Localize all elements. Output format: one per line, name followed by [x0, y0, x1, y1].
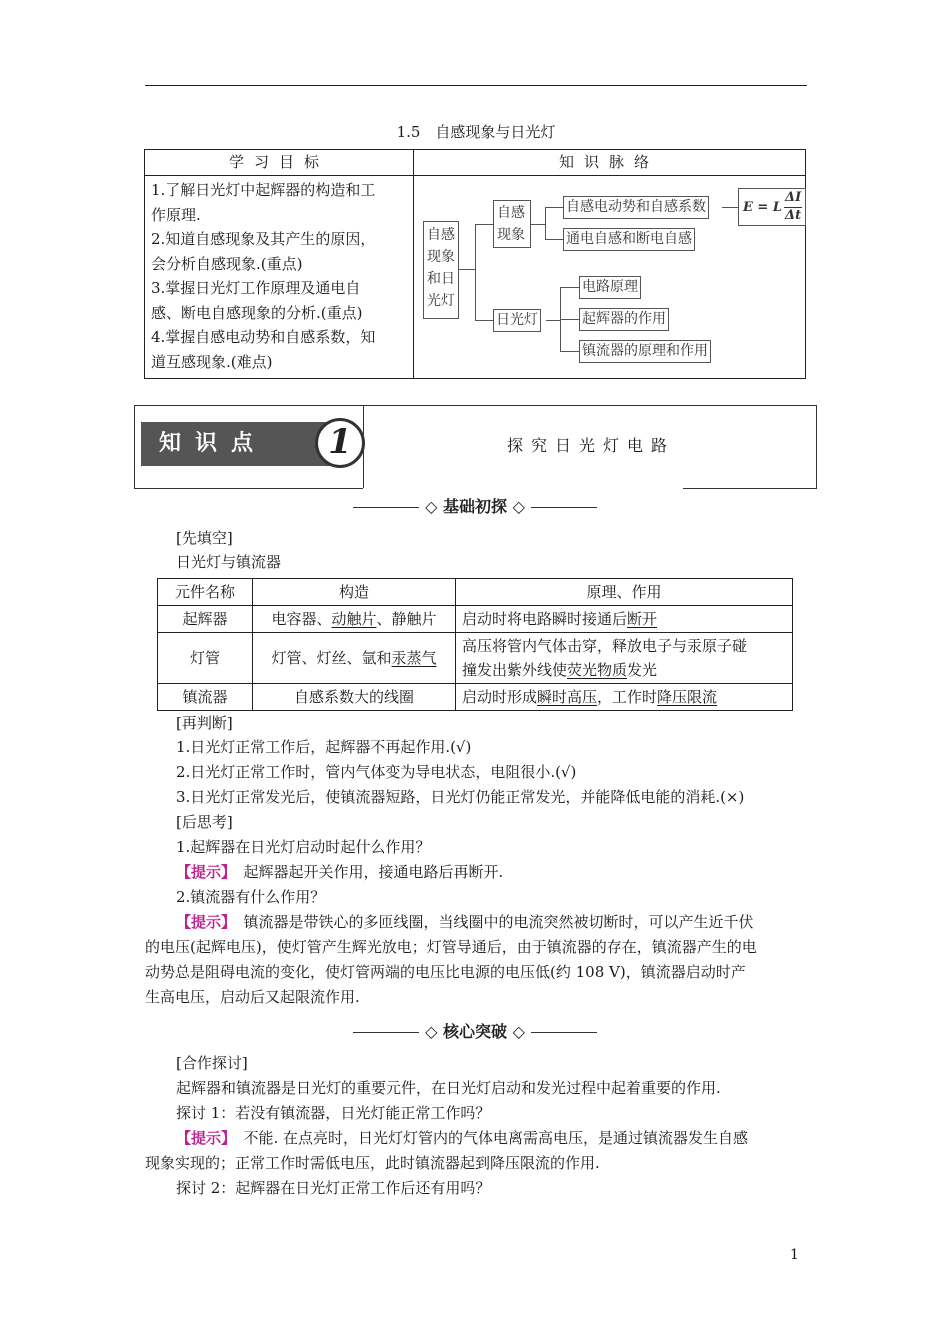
components-table [157, 578, 793, 711]
think-a2-line: 的电压(起辉电压)，使灯管产生辉光放电；灯管导通后，由于镇流器的存在，镇流器产生的电 [145, 938, 757, 956]
judge-label: [再判断] [176, 714, 233, 732]
col-header: 构造 [253, 579, 456, 606]
coop-q1: 探讨 1：若没有镇流器，日光灯能正常工作吗？ [176, 1104, 491, 1122]
objective-line: 会分析自感现象.(重点) [151, 254, 303, 273]
think-a2: 【提示】 镇流器是带铁心的多匝线圈，当线圈中的电流突然被切断时，可以产生近千伏 [176, 913, 754, 931]
objective-line: 道互感现象.(难点) [151, 352, 273, 371]
mindmap-node-circuit: 电路原理 [579, 276, 641, 299]
lesson-title: 1.5 自感现象与日光灯 [396, 123, 556, 141]
table-row: 起辉器 电容器、动触片、静触片 启动时将电路瞬时接通后断开 [158, 606, 793, 633]
hint-label: 【提示】 [176, 863, 229, 881]
hint-label: 【提示】 [176, 913, 229, 931]
mindmap-formula: E = L ΔI Δt [738, 188, 806, 226]
objective-line: 1.了解日光灯中起辉器的构造和工 [151, 181, 376, 199]
page-number: 1 [790, 1247, 799, 1263]
table-row: 灯管 灯管、灯丝、氩和汞蒸气 高压将管内气体击穿，释放电子与汞原子碰 撞发出紫外线使荧光物质发光 [158, 633, 793, 684]
knowledge-point-banner [134, 405, 817, 489]
hint-label: 【提示】 [176, 1129, 229, 1147]
col-header: 元件名称 [158, 579, 253, 606]
coop-intro: 起辉器和镇流器是日光灯的重要元件，在日光灯启动和发光过程中起着重要的作用. [176, 1079, 721, 1097]
coop-q2: 探讨 2：起辉器在日光灯正常工作后还有用吗？ [176, 1179, 491, 1197]
think-q1: 1.起辉器在日光灯启动时起什么作用？ [176, 838, 431, 856]
mindmap-node-self-induction: 自感现象 [493, 200, 531, 248]
knowledge-map-header: 知识脉络 [413, 150, 805, 176]
think-q2: 2.镇流器有什么作用？ [176, 888, 326, 906]
mindmap-node-fluorescent: 日光灯 [493, 309, 541, 332]
knowledge-point-topic: 探究日光灯电路 [506, 436, 675, 455]
objective-line: 感、断电自感现象的分析.(重点) [151, 303, 363, 322]
fill-subtitle: 日光灯与镇流器 [176, 553, 282, 571]
section-core: ◇ 核心突破 ◇ [0, 1019, 950, 1042]
mindmap-node-ballast: 镇流器的原理和作用 [579, 340, 711, 363]
objective-line: 4.掌握自感电动势和自感系数，知 [151, 328, 376, 346]
col-header: 原理、作用 [456, 579, 793, 606]
objective-line: 作原理. [151, 205, 201, 224]
coop-a1-line: 现象实现的；正常工作时需低电压，此时镇流器起到降压限流的作用. [145, 1154, 600, 1172]
think-label: [后思考] [176, 813, 233, 831]
table-row: 镇流器 自感系数大的线圈 启动时形成瞬时高压，工作时降压限流 [158, 684, 793, 711]
coop-a1: 【提示】 不能. 在点亮时，日光灯灯管内的气体电离需高电压，是通过镇流器发生自感 [176, 1129, 749, 1147]
think-a2-line: 动势总是阻碍电流的变化，使灯管两端的电压比电源的电压低(约 108 V)，镇流器启动时产 [145, 963, 746, 981]
coop-label: [合作探讨] [176, 1054, 248, 1072]
judge-item: 2.日光灯正常工作时，管内气体变为导电状态，电阻很小.(√) [176, 763, 577, 781]
judge-item: 3.日光灯正常发光后，使镇流器短路，日光灯仍能正常发光，并能降低电能的消耗.(×) [176, 788, 745, 806]
objective-line: 2.知道自感现象及其产生的原因， [151, 230, 376, 248]
mindmap-root: 自感现象和日光灯 [423, 221, 459, 319]
mindmap-node-starter: 起辉器的作用 [579, 308, 669, 331]
knowledge-point-tag: 知识点 [141, 422, 331, 466]
think-a1: 【提示】 起辉器起开关作用，接通电路后再断开. [176, 863, 504, 881]
objective-line: 3.掌握日光灯工作原理及通电自 [151, 279, 361, 297]
objectives-list [151, 178, 409, 374]
objectives-header: 学习目标 [145, 150, 413, 176]
header-rule [145, 85, 807, 86]
section-basic: ◇ 基础初探 ◇ [0, 494, 950, 517]
knowledge-point-number: 1 [315, 418, 365, 468]
mindmap-node-emf: 自感电动势和自感系数 [563, 196, 709, 219]
think-a2-line: 生高电压，启动后又起限流作用. [145, 988, 360, 1006]
fill-label: [先填空] [176, 529, 233, 547]
judge-item: 1.日光灯正常工作后，起辉器不再起作用.(√) [176, 738, 472, 756]
section-basic-title: 基础初探 [442, 497, 507, 516]
mindmap-node-on-off: 通电自感和断电自感 [563, 228, 695, 251]
section-core-title: 核心突破 [442, 1022, 507, 1041]
